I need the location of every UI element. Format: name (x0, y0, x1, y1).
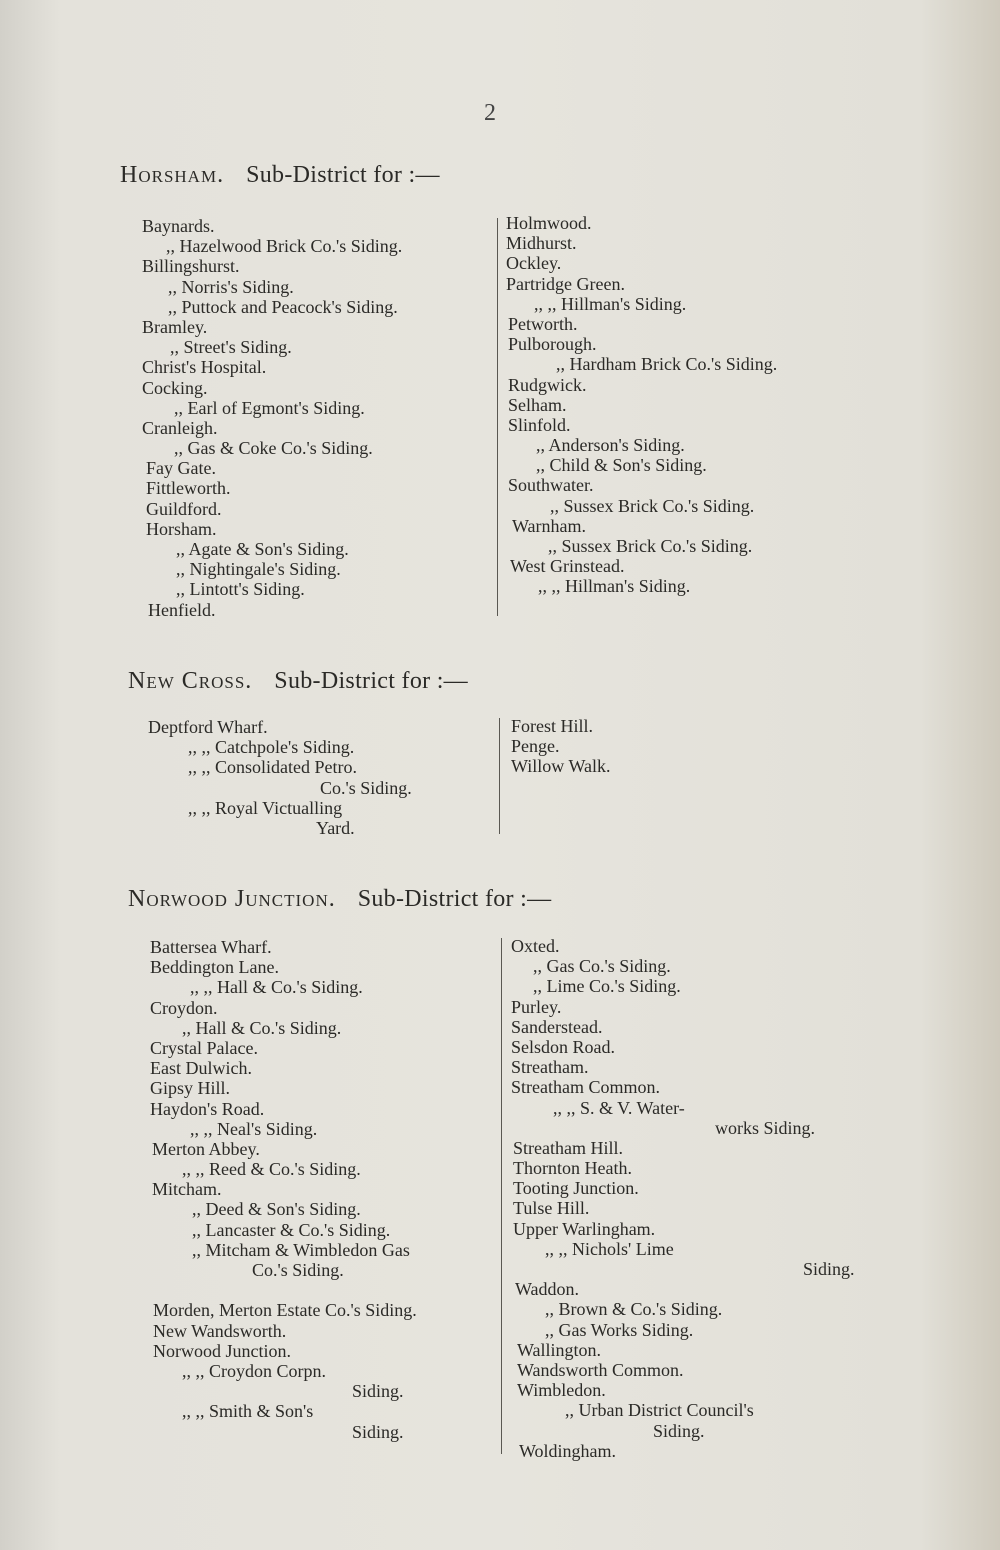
section-name: New Cross. (128, 668, 253, 694)
list-item: Cranleigh. (142, 417, 218, 438)
horsham-left-column (142, 216, 492, 620)
norwood-right-column (511, 936, 881, 1461)
list-item: ,, Deed & Son's Siding. (192, 1199, 361, 1220)
list-item: ,, Mitcham & Wimbledon Gas (192, 1239, 410, 1260)
list-item: Siding. (803, 1259, 855, 1279)
list-item: Haydon's Road. (150, 1098, 265, 1119)
list-item: ,, Hazelwood Brick Co.'s Siding. (166, 236, 403, 257)
norwood-left-column (150, 937, 500, 1442)
list-item: Wandsworth Common. (517, 1359, 684, 1380)
list-item: Selham. (508, 394, 567, 415)
list-item: Morden, Merton Estate Co.'s Siding. (153, 1300, 417, 1321)
list-item: Tooting Junction. (513, 1178, 639, 1199)
list-item: Wallington. (517, 1339, 602, 1360)
list-item: ,, Lancaster & Co.'s Siding. (192, 1219, 391, 1240)
list-item: ,, Sussex Brick Co.'s Siding. (548, 536, 753, 556)
list-item: Forest Hill. (511, 716, 594, 736)
list-item: ,, Street's Siding. (170, 337, 292, 358)
section-subtitle: Sub-District for :— (246, 162, 440, 188)
list-item: ,, ,, Royal Victualling (188, 797, 343, 818)
list-item: Christ's Hospital. (142, 357, 267, 378)
list-item: ,, ,, Consolidated Petro. (188, 757, 357, 778)
list-item: Midhurst. (506, 233, 577, 254)
list-item: works Siding. (715, 1117, 816, 1138)
column-divider (501, 938, 502, 1454)
list-item: ,, ,, Croydon Corpn. (182, 1360, 326, 1381)
list-item: ,, ,, Smith & Son's (182, 1401, 314, 1422)
list-item: ,, Urban District Council's (565, 1400, 754, 1421)
spacer (150, 1280, 500, 1300)
list-item: Bramley. (142, 316, 208, 337)
list-item: Croydon. (150, 997, 218, 1018)
page-number: 2 (484, 100, 496, 126)
list-item: ,, Agate & Son's Siding. (176, 539, 349, 559)
list-item: Upper Warlingham. (513, 1218, 656, 1239)
list-item: Streatham Hill. (513, 1137, 623, 1158)
list-item: ,, Sussex Brick Co.'s Siding. (550, 495, 755, 516)
list-item: Norwood Junction. (153, 1340, 291, 1361)
list-item: Siding. (653, 1420, 705, 1441)
column-divider (497, 218, 498, 616)
list-item: Merton Abbey. (152, 1138, 260, 1159)
list-item: Siding. (352, 1381, 404, 1402)
list-item: ,, Child & Son's Siding. (536, 455, 707, 476)
list-item: New Wandsworth. (153, 1320, 287, 1341)
list-item: ,, Nightingale's Siding. (176, 559, 341, 580)
list-item: Ockley. (506, 253, 562, 274)
list-item: Waddon. (515, 1279, 580, 1300)
section-heading-horsham (120, 162, 440, 189)
list-item: ,, Hall & Co.'s Siding. (182, 1017, 342, 1038)
list-item: ,, Lime Co.'s Siding. (533, 976, 681, 997)
list-item: Co.'s Siding. (252, 1260, 344, 1280)
list-item: Partridge Green. (506, 273, 625, 294)
horsham-right-column (506, 213, 886, 597)
column-divider (499, 718, 500, 834)
section-subtitle: Sub-District for :— (357, 886, 552, 912)
list-item: ,, Norris's Siding. (168, 276, 294, 297)
section-heading-new-cross (128, 668, 468, 695)
list-item: Sanderstead. (511, 1016, 603, 1037)
list-item: Holmwood. (506, 213, 592, 233)
list-item: ,, Gas Works Siding. (545, 1319, 694, 1340)
list-item: Guildford. (146, 498, 222, 519)
list-item: Wimbledon. (517, 1380, 606, 1401)
list-item: ,, ,, Catchpole's Siding. (188, 737, 355, 758)
list-item: Penge. (511, 736, 560, 757)
list-item: Henfield. (148, 599, 216, 620)
list-item: ,, Lintott's Siding. (176, 579, 305, 600)
list-item: ,, Gas Co.'s Siding. (533, 956, 671, 977)
list-item: Thornton Heath. (513, 1158, 632, 1179)
list-item: ,, Puttock and Peacock's Siding. (168, 296, 398, 317)
list-item: Billingshurst. (142, 256, 240, 277)
section-heading-norwood-junction (128, 886, 551, 913)
list-item: Co.'s Siding. (320, 777, 412, 798)
list-item: Deptford Wharf. (148, 717, 268, 737)
section-subtitle: Sub-District for :— (274, 668, 468, 694)
list-item: ,, ,, S. & V. Water- (553, 1097, 685, 1118)
list-item: Oxted. (511, 936, 560, 956)
list-item: Warnham. (512, 515, 587, 536)
list-item: Fittleworth. (146, 478, 231, 499)
list-item: East Dulwich. (150, 1058, 252, 1079)
list-item: ,, ,, Nichols' Lime (545, 1238, 674, 1259)
list-item: Willow Walk. (511, 756, 611, 777)
list-item: Streatham. (511, 1057, 589, 1078)
list-item: Beddington Lane. (150, 957, 279, 978)
list-item: ,, Anderson's Siding. (536, 435, 685, 456)
list-item: ,, Gas & Coke Co.'s Siding. (174, 438, 373, 459)
list-item: Selsdon Road. (511, 1036, 616, 1057)
list-item: Cocking. (142, 377, 208, 398)
list-item: Baynards. (142, 216, 215, 236)
list-item: Crystal Palace. (150, 1037, 258, 1058)
list-item: Fay Gate. (146, 458, 216, 479)
list-item: Yard. (316, 817, 355, 838)
list-item: ,, ,, Reed & Co.'s Siding. (182, 1159, 361, 1180)
new-cross-right-column (511, 716, 811, 777)
list-item: Streatham Common. (511, 1077, 660, 1098)
list-item: Horsham. (146, 518, 217, 539)
list-item: ,, ,, Hillman's Siding. (538, 576, 691, 597)
new-cross-left-column (148, 717, 488, 838)
list-item: Purley. (511, 996, 562, 1017)
list-item: Pulborough. (508, 334, 597, 355)
list-item: Siding. (352, 1421, 404, 1442)
list-item: Mitcham. (152, 1179, 222, 1200)
list-item: Petworth. (508, 313, 578, 334)
list-item: ,, ,, Hall & Co.'s Siding. (190, 977, 363, 998)
list-item: Battersea Wharf. (150, 937, 272, 957)
list-item: West Grinstead. (510, 556, 625, 577)
list-item: Slinfold. (508, 414, 571, 435)
list-item: Woldingham. (519, 1440, 617, 1461)
list-item: ,, ,, Neal's Siding. (190, 1118, 318, 1139)
list-item: ,, Brown & Co.'s Siding. (545, 1299, 723, 1320)
list-item: ,, Hardham Brick Co.'s Siding. (556, 354, 778, 375)
section-name: Norwood Junction. (128, 886, 336, 912)
list-item: ,, ,, Hillman's Siding. (534, 293, 687, 314)
list-item: Rudgwick. (508, 374, 587, 395)
list-item: ,, Earl of Egmont's Siding. (174, 397, 365, 418)
list-item: Tulse Hill. (513, 1198, 590, 1219)
section-name: Horsham. (120, 162, 225, 188)
list-item: Southwater. (508, 475, 594, 496)
list-item: Gipsy Hill. (150, 1078, 231, 1099)
